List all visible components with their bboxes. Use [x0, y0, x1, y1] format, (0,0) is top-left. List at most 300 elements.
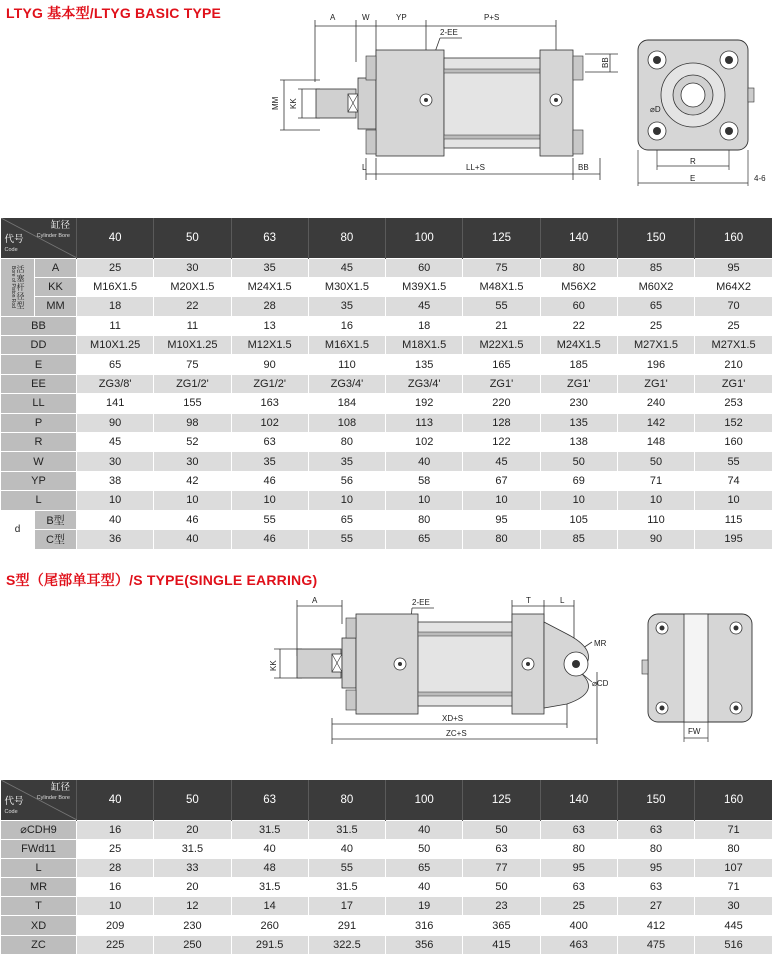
table-cell: 184	[308, 394, 385, 413]
row-label: L	[1, 858, 77, 877]
table-cell: 52	[154, 433, 231, 452]
table-row	[1, 510, 772, 529]
table-cell: 19	[386, 897, 463, 916]
table-cell: M16X1.5	[77, 277, 154, 296]
table-cell: 220	[463, 394, 540, 413]
table-cell: 412	[617, 916, 694, 935]
table-cell: M20X1.5	[154, 277, 231, 296]
table-row	[1, 297, 772, 316]
table-cell: M64X2	[695, 277, 772, 296]
svg-text:FW: FW	[688, 727, 701, 736]
svg-text:KK: KK	[269, 660, 278, 671]
table-cell: 10	[695, 491, 772, 510]
table-cell: 142	[617, 413, 694, 432]
row-label: L	[1, 491, 77, 510]
table-cell: 40	[386, 452, 463, 471]
table-cell: 10	[154, 491, 231, 510]
table-cell: 45	[308, 258, 385, 277]
rod-group-label-en: Bore of Piston Rod	[10, 266, 16, 308]
table-cell: 69	[540, 471, 617, 490]
table-row	[1, 897, 772, 916]
table-cell: 25	[540, 897, 617, 916]
table-cell: 98	[154, 413, 231, 432]
table-cell: 225	[77, 935, 154, 954]
table-cell: 65	[617, 297, 694, 316]
svg-text:XD+S: XD+S	[442, 714, 463, 723]
table-row	[1, 916, 772, 935]
table-row	[1, 433, 772, 452]
table-cell: 31.5	[154, 839, 231, 858]
svg-text:E: E	[690, 174, 695, 183]
table-cell: M48X1.5	[463, 277, 540, 296]
table-cell: 55	[308, 858, 385, 877]
svg-text:2-EE: 2-EE	[412, 598, 430, 607]
table-row	[1, 336, 772, 355]
table-cell: 67	[463, 471, 540, 490]
svg-text:MM: MM	[271, 96, 280, 110]
table-cell: 400	[540, 916, 617, 935]
table-cell: 16	[77, 878, 154, 897]
row-label: E	[1, 355, 77, 374]
table-cell: M18X1.5	[386, 336, 463, 355]
table-row	[1, 820, 772, 839]
table-cell: 63	[540, 878, 617, 897]
table-cell: 80	[695, 839, 772, 858]
table-cell: 30	[77, 452, 154, 471]
svg-text:R: R	[690, 157, 696, 166]
table-cell: 46	[231, 471, 308, 490]
table-cell: 42	[154, 471, 231, 490]
table-cell: ZG1'	[695, 374, 772, 393]
table-cell: 516	[695, 935, 772, 954]
bore-header: 80	[308, 218, 385, 258]
table-cell: 95	[463, 510, 540, 529]
table-cell: M24X1.5	[231, 277, 308, 296]
table-cell: 25	[77, 258, 154, 277]
table-cell: M30X1.5	[308, 277, 385, 296]
row-label: ⌀CDH9	[1, 820, 77, 839]
table-cell: 40	[308, 839, 385, 858]
table-cell: 46	[154, 510, 231, 529]
table-cell: 65	[386, 858, 463, 877]
row-label: YP	[1, 471, 77, 490]
table-row	[1, 935, 772, 954]
row-label: W	[1, 452, 77, 471]
basic-type-end-view-drawing	[630, 30, 770, 190]
table-cell: 45	[77, 433, 154, 452]
basic-type-spec-table	[0, 218, 772, 549]
table-cell: 35	[308, 452, 385, 471]
table-cell: 10	[463, 491, 540, 510]
row-label: R	[1, 433, 77, 452]
bore-header: 100	[386, 218, 463, 258]
table-cell: 230	[154, 916, 231, 935]
table-cell: 10	[231, 491, 308, 510]
svg-text:L: L	[362, 163, 367, 172]
table-cell: 77	[463, 858, 540, 877]
table-cell: 31.5	[308, 820, 385, 839]
svg-text:2-EE: 2-EE	[440, 28, 458, 37]
table-cell: M27X1.5	[695, 336, 772, 355]
table-cell: 22	[154, 297, 231, 316]
s-type-spec-table	[0, 780, 772, 954]
table-cell: 148	[617, 433, 694, 452]
bore-header: 40	[77, 218, 154, 258]
row-label: A	[35, 258, 77, 277]
table-cell: 95	[617, 858, 694, 877]
table-cell: 30	[695, 897, 772, 916]
bore-header: 140	[540, 218, 617, 258]
bore-header: 160	[695, 780, 772, 820]
table-cell: 58	[386, 471, 463, 490]
table-cell: 107	[695, 858, 772, 877]
table-cell: 95	[540, 858, 617, 877]
svg-text:⌀CD: ⌀CD	[592, 679, 609, 688]
table-cell: 31.5	[231, 820, 308, 839]
svg-text:A: A	[312, 596, 318, 605]
table-cell: ZG1'	[540, 374, 617, 393]
table-cell: 230	[540, 394, 617, 413]
table-cell: 30	[154, 452, 231, 471]
table-cell: 60	[540, 297, 617, 316]
table-cell: 12	[154, 897, 231, 916]
table-cell: 65	[386, 529, 463, 548]
table-cell: 185	[540, 355, 617, 374]
table-cell: 65	[308, 510, 385, 529]
table-cell: 102	[231, 413, 308, 432]
table-cell: 291	[308, 916, 385, 935]
table-cell: 33	[154, 858, 231, 877]
s-type-end-view-drawing	[640, 610, 760, 750]
table-cell: ZG3/8'	[77, 374, 154, 393]
table-cell: 95	[695, 258, 772, 277]
table-cell: 85	[617, 258, 694, 277]
table-row	[1, 839, 772, 858]
table-cell: 40	[77, 510, 154, 529]
table-cell: 25	[695, 316, 772, 335]
table-cell: 80	[463, 529, 540, 548]
table-cell: 90	[617, 529, 694, 548]
table-cell: 10	[308, 491, 385, 510]
table-cell: 138	[540, 433, 617, 452]
table-cell: 10	[617, 491, 694, 510]
table-cell: 25	[77, 839, 154, 858]
table-cell: 80	[308, 433, 385, 452]
table-cell: 63	[463, 839, 540, 858]
table-cell: 322.5	[308, 935, 385, 954]
table-cell: 28	[77, 858, 154, 877]
table-cell: 55	[308, 529, 385, 548]
table-cell: 50	[386, 839, 463, 858]
table-cell: 113	[386, 413, 463, 432]
table-cell: 108	[308, 413, 385, 432]
row-label: LL	[1, 394, 77, 413]
table-cell: 80	[540, 258, 617, 277]
table-cell: 70	[695, 297, 772, 316]
row-label: ZC	[1, 935, 77, 954]
row-label: XD	[1, 916, 77, 935]
table-cell: 75	[154, 355, 231, 374]
table-cell: 141	[77, 394, 154, 413]
bore-header: 160	[695, 218, 772, 258]
table-cell: 35	[231, 452, 308, 471]
table-cell: 85	[540, 529, 617, 548]
section-title-s-type: S型（尾部单耳型）/S TYPE(SINGLE EARRING)	[6, 570, 317, 590]
table-cell: 74	[695, 471, 772, 490]
table-cell: 63	[617, 820, 694, 839]
svg-text:4-6: 4-6	[754, 174, 766, 183]
table-cell: 25	[617, 316, 694, 335]
rod-group-label-text	[1, 265, 34, 310]
table-cell: 22	[540, 316, 617, 335]
table-cell: 463	[540, 935, 617, 954]
svg-text:⌀D: ⌀D	[650, 105, 661, 114]
table-cell: M12X1.5	[231, 336, 308, 355]
table-cell: M27X1.5	[617, 336, 694, 355]
table-cell: 80	[386, 510, 463, 529]
table-row	[1, 491, 772, 510]
d-group-label: d	[1, 510, 35, 549]
table-cell: 18	[386, 316, 463, 335]
svg-text:P+S: P+S	[484, 13, 499, 22]
svg-text:W: W	[362, 13, 370, 22]
table-cell: ZG1/2'	[154, 374, 231, 393]
table-row	[1, 471, 772, 490]
table-cell: ZG3/4'	[386, 374, 463, 393]
table-row	[1, 452, 772, 471]
table-cell: 55	[695, 452, 772, 471]
table-cell: 253	[695, 394, 772, 413]
table-cell: 250	[154, 935, 231, 954]
table-cell: 63	[540, 820, 617, 839]
row-label: EE	[1, 374, 77, 393]
table-cell: 75	[463, 258, 540, 277]
table-cell: 17	[308, 897, 385, 916]
table-cell: 35	[231, 258, 308, 277]
table-cell: 35	[308, 297, 385, 316]
table-cell: 365	[463, 916, 540, 935]
table-cell: 40	[386, 878, 463, 897]
table-cell: 415	[463, 935, 540, 954]
basic-type-side-view-drawing	[260, 8, 625, 186]
table-cell: M24X1.5	[540, 336, 617, 355]
table-row	[1, 374, 772, 393]
table-cell: 55	[231, 510, 308, 529]
row-label: B型	[35, 510, 77, 529]
table-cell: 209	[77, 916, 154, 935]
table-cell: 50	[540, 452, 617, 471]
table-cell: 46	[231, 529, 308, 548]
table-row	[1, 878, 772, 897]
table-cell: 128	[463, 413, 540, 432]
table-cell: 291.5	[231, 935, 308, 954]
table-cell: 20	[154, 878, 231, 897]
table-row	[1, 258, 772, 277]
table-cell: 152	[695, 413, 772, 432]
table-row	[1, 277, 772, 296]
table-cell: 55	[463, 297, 540, 316]
bore-header: 100	[386, 780, 463, 820]
table-cell: 210	[695, 355, 772, 374]
bore-header: 40	[77, 780, 154, 820]
table-cell: 40	[154, 529, 231, 548]
table-cell: 16	[308, 316, 385, 335]
table-cell: 110	[308, 355, 385, 374]
table-cell: 23	[463, 897, 540, 916]
table-cell: 65	[77, 355, 154, 374]
table-cell: 110	[617, 510, 694, 529]
table-row	[1, 413, 772, 432]
table-cell: 135	[386, 355, 463, 374]
table-cell: 11	[77, 316, 154, 335]
svg-text:ZC+S: ZC+S	[446, 729, 467, 738]
svg-text:LL+S: LL+S	[466, 163, 485, 172]
table-cell: 71	[695, 820, 772, 839]
row-label: C型	[35, 529, 77, 548]
table-cell: 63	[231, 433, 308, 452]
table-cell: 30	[154, 258, 231, 277]
bore-header: 150	[617, 218, 694, 258]
table-cell: 115	[695, 510, 772, 529]
table-cell: 50	[463, 820, 540, 839]
table-cell: 71	[617, 471, 694, 490]
table-cell: 18	[77, 297, 154, 316]
table-cell: ZG3/4'	[308, 374, 385, 393]
table-cell: ZG1'	[617, 374, 694, 393]
table-cell: 36	[77, 529, 154, 548]
table-cell: ZG1/2'	[231, 374, 308, 393]
table-cell: M60X2	[617, 277, 694, 296]
table-cell: 105	[540, 510, 617, 529]
table-cell: 195	[695, 529, 772, 548]
table-cell: M10X1.25	[77, 336, 154, 355]
table-cell: 80	[540, 839, 617, 858]
table-cell: 63	[617, 878, 694, 897]
table-cell: 102	[386, 433, 463, 452]
row-label: KK	[35, 277, 77, 296]
bore-header: 150	[617, 780, 694, 820]
table-row	[1, 355, 772, 374]
table-cell: 10	[540, 491, 617, 510]
svg-text:KK: KK	[289, 98, 298, 109]
bore-header: 50	[154, 218, 231, 258]
bore-header: 125	[463, 218, 540, 258]
table-cell: 20	[154, 820, 231, 839]
svg-text:L: L	[560, 596, 565, 605]
table-cell: 10	[77, 897, 154, 916]
table-cell: 155	[154, 394, 231, 413]
table-cell: 45	[386, 297, 463, 316]
table-cell: 48	[231, 858, 308, 877]
rod-group-label	[1, 258, 35, 316]
table-cell: 445	[695, 916, 772, 935]
table-cell: 192	[386, 394, 463, 413]
svg-text:A: A	[330, 13, 336, 22]
bore-header: 50	[154, 780, 231, 820]
s-type-side-view-drawing	[262, 592, 620, 752]
table-cell: 21	[463, 316, 540, 335]
table-cell: 316	[386, 916, 463, 935]
table-cell: 90	[77, 413, 154, 432]
table-cell: 10	[77, 491, 154, 510]
rod-group-label-cn: 活塞杆径型	[16, 265, 25, 310]
table-cell: 40	[386, 820, 463, 839]
table-cell: 60	[386, 258, 463, 277]
table-cell: 40	[231, 839, 308, 858]
table-cell: 356	[386, 935, 463, 954]
row-label: MR	[1, 878, 77, 897]
table-cell: M39X1.5	[386, 277, 463, 296]
bore-header: 63	[231, 218, 308, 258]
row-label: P	[1, 413, 77, 432]
table-corner-header: 缸径 Cylinder Bore 代号 Code	[1, 780, 77, 820]
svg-text:MR: MR	[594, 639, 607, 648]
table-cell: 260	[231, 916, 308, 935]
row-label: FWd11	[1, 839, 77, 858]
table-row	[1, 394, 772, 413]
table-cell: 45	[463, 452, 540, 471]
bore-header: 140	[540, 780, 617, 820]
table-row	[1, 529, 772, 548]
table-row	[1, 858, 772, 877]
table-corner-header: 缸径 Cylinder Bore 代号 Code	[1, 218, 77, 258]
section-title-basic-type: LTYG 基本型/LTYG BASIC TYPE	[6, 3, 221, 23]
table-cell: M16X1.5	[308, 336, 385, 355]
table-cell: 165	[463, 355, 540, 374]
svg-text:T: T	[526, 596, 531, 605]
table-cell: 50	[617, 452, 694, 471]
svg-text:YP: YP	[396, 13, 407, 22]
table-cell: ZG1'	[463, 374, 540, 393]
table-cell: 16	[77, 820, 154, 839]
table-cell: 240	[617, 394, 694, 413]
svg-text:BB: BB	[578, 163, 589, 172]
table-cell: 38	[77, 471, 154, 490]
row-label: DD	[1, 336, 77, 355]
row-label: MM	[35, 297, 77, 316]
table-cell: 71	[695, 878, 772, 897]
table-cell: 56	[308, 471, 385, 490]
table-row	[1, 316, 772, 335]
bore-header: 80	[308, 780, 385, 820]
table-cell: 31.5	[308, 878, 385, 897]
table-cell: 31.5	[231, 878, 308, 897]
svg-text:BB: BB	[601, 57, 610, 68]
bore-header: 63	[231, 780, 308, 820]
table-cell: M56X2	[540, 277, 617, 296]
row-label: BB	[1, 316, 77, 335]
table-cell: 163	[231, 394, 308, 413]
row-label: T	[1, 897, 77, 916]
table-cell: 14	[231, 897, 308, 916]
table-cell: 11	[154, 316, 231, 335]
table-cell: 28	[231, 297, 308, 316]
table-cell: 122	[463, 433, 540, 452]
table-cell: 27	[617, 897, 694, 916]
table-cell: M10X1.25	[154, 336, 231, 355]
bore-header: 125	[463, 780, 540, 820]
table-cell: 475	[617, 935, 694, 954]
table-cell: M22X1.5	[463, 336, 540, 355]
table-cell: 135	[540, 413, 617, 432]
table-cell: 196	[617, 355, 694, 374]
table-cell: 90	[231, 355, 308, 374]
table-cell: 50	[463, 878, 540, 897]
table-cell: 13	[231, 316, 308, 335]
table-cell: 10	[386, 491, 463, 510]
table-cell: 80	[617, 839, 694, 858]
table-cell: 160	[695, 433, 772, 452]
